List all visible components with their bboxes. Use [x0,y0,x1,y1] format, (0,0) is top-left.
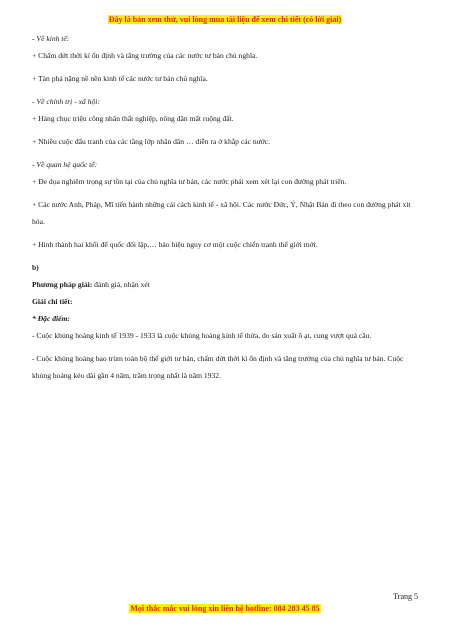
intl-point-1: + Đe dọa nghiêm trọng sự tồn tại của chủ nghĩa tư bản, các nước phải xem xét lại con đường phát triển. [32,177,347,186]
feature-heading [32,310,418,327]
intl-label: - Về quan hệ quốc tế: [32,160,98,169]
polsoc-point-1: + Hàng chục triệu công nhân thất nghiệp, nông dân mất ruộng đất. [32,114,234,123]
part-b-label: b) [32,263,39,272]
preview-banner-text: Đây là bản xem thử, vui lòng mua tài liệu để xem chi tiết (có lời giải) [108,15,342,24]
method-label: Phương pháp giải: [32,280,93,289]
econ-label: - Về kinh tế: [32,34,70,43]
hotline-text: Mọi thắc mắc vui lòng xin liên hệ hotline: 084 283 45 85 [130,604,320,613]
feature-label: * Đặc điểm: [32,314,70,323]
solution-label: Giải chi tiết: [32,297,73,306]
intl-point-3: + Hình thành hai khối đế quốc đối lập,… báo hiệu nguy cơ một cuộc chiến tranh thế giới mới. [32,240,318,249]
polsoc-label: - Về chính trị - xã hội: [32,97,100,106]
page-number: Trang 5 [393,592,418,601]
econ-point-1: + Chấm dứt thời kì ổn định và tăng trưởng của các nước tư bản chủ nghĩa. [32,51,258,60]
intl-heading [32,156,418,173]
hotline-footer [0,604,450,613]
method-line [32,276,418,293]
polsoc-point-2: + Nhiều cuộc đấu tranh của các tầng lớp nhân dân … diễn ra ở khắp các nước. [32,137,271,146]
preview-banner [0,15,450,24]
econ-point-2: + Tàn phá nặng nề nền kinh tế các nước tư bản chủ nghĩa. [32,74,208,83]
feature-point-2: - Cuộc khủng hoảng bao trùm toàn bộ thế giới tư bản, chấm dứt thời kì ổn định và tăng trưởng của chủ nghĩa tư bản. Cuộc khủng hoảng kéo dài gần 4 năm, trầm trọng nhất là năm 1932. [32,354,404,380]
intl-point-2: + Các nước Anh, Pháp, Mĩ tiến hành những cải cách kinh tế - xã hội. Các nước Đức, Ý, Nhật Bản đi theo con đường phát xít hóa. [32,200,411,226]
polsoc-heading [32,93,418,110]
feature-point-1: - Cuộc khủng hoảng kinh tế 1939 - 1933 là cuộc khủng hoảng kinh tế thừa, do sản xuất ồ ạt, cung vượt quá cầu. [32,331,372,340]
econ-heading [32,30,418,47]
method-text: đánh giá, nhận xét [92,280,150,289]
document-body [32,30,418,390]
